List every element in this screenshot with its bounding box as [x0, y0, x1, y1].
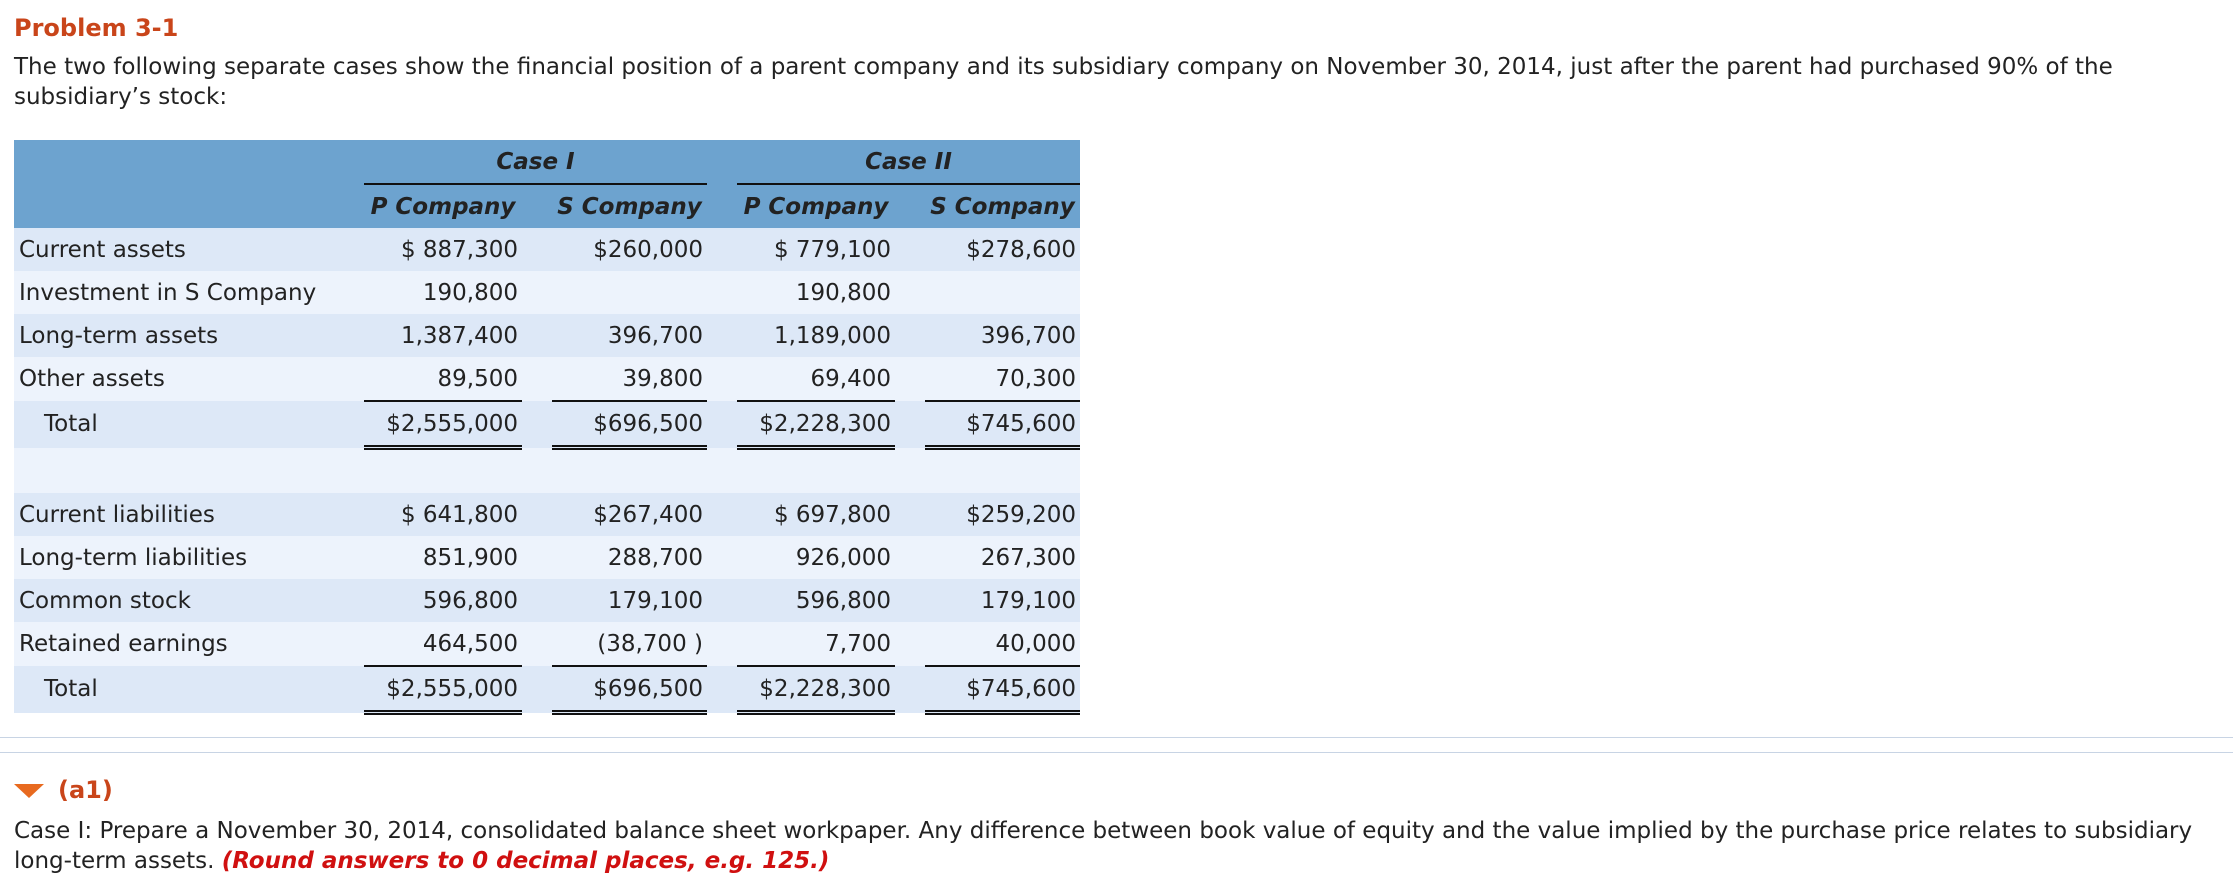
table-cell: 1,189,000	[773, 322, 891, 349]
table-cell: 926,000	[795, 544, 891, 571]
table-cell: $745,600	[925, 401, 1080, 448]
column-header: S Company	[925, 184, 1080, 228]
table-cell: 179,100	[607, 587, 703, 614]
table-cell: $260,000	[593, 236, 703, 263]
table-cell: 596,800	[795, 587, 891, 614]
problem-title: Problem 3-1	[14, 14, 179, 42]
case-2-header: Case II	[737, 140, 1080, 184]
row-label: Investment in S Company	[19, 279, 317, 306]
table-cell: $2,228,300	[737, 666, 895, 713]
row-label: Other assets	[19, 366, 165, 392]
table-cell: 851,900	[422, 544, 518, 571]
total-row	[14, 401, 1080, 448]
table-row	[14, 493, 1080, 536]
total-row	[14, 666, 1080, 713]
table-row	[14, 314, 1080, 357]
instruction-text: Case I: Prepare a November 30, 2014, consolidated balance sheet workpaper. Any difference between book value of equity and the value implied by the purchase price relates to subsidiary long-term assets.	[14, 818, 2193, 874]
column-header: S Company	[552, 184, 707, 228]
table-cell: $696,500	[552, 666, 707, 713]
row-label: Current assets	[19, 236, 186, 263]
table-cell	[925, 271, 1080, 314]
table-cell: $ 779,100	[773, 236, 891, 263]
table-cell: 7,700	[737, 622, 895, 666]
table-cell: 179,100	[980, 587, 1076, 614]
rounding-note: (Round answers to 0 decimal places, e.g. 125.)	[221, 848, 830, 874]
part-label: (a1)	[58, 776, 113, 804]
row-label: Total	[44, 411, 98, 438]
part-instruction	[14, 816, 2224, 876]
table-cell: 40,000	[925, 622, 1080, 666]
table-cell: $2,228,300	[737, 401, 895, 448]
table-cell: $2,555,000	[364, 401, 522, 448]
table-row	[14, 622, 1080, 666]
table-cell: $267,400	[593, 501, 703, 528]
table-row	[14, 579, 1080, 622]
table-cell: 464,500	[364, 622, 522, 666]
row-label: Long-term liabilities	[19, 544, 248, 571]
table-cell: 288,700	[607, 544, 703, 571]
table-cell: $ 641,800	[400, 501, 518, 528]
table-cell: $278,600	[966, 236, 1076, 263]
row-label: Retained earnings	[19, 631, 228, 657]
row-label: Common stock	[19, 587, 191, 614]
table-cell: $ 697,800	[773, 501, 891, 528]
table-row	[14, 536, 1080, 579]
column-header: P Company	[737, 184, 895, 228]
table-row	[14, 357, 1080, 401]
section-divider	[0, 737, 2233, 753]
financial-position-table	[14, 140, 1080, 715]
row-label: Long-term assets	[19, 322, 219, 349]
table-cell: 396,700	[980, 322, 1076, 349]
problem-intro: The two following separate cases show the financial position of a parent company and its subsidiary company on November 30, 2014, just after the parent had purchased 90% of the subsidiary’s stock:	[14, 54, 2113, 110]
table-cell: $ 887,300	[400, 236, 518, 263]
table-cell: 69,400	[737, 357, 895, 401]
spacer-row	[14, 448, 1080, 494]
table-cell: 70,300	[925, 357, 1080, 401]
table-cell: $259,200	[966, 501, 1076, 528]
table-cell: 267,300	[980, 544, 1076, 571]
table-cell: 596,800	[422, 587, 518, 614]
table-cell: (38,700 )	[552, 622, 707, 666]
table-cell: $2,555,000	[364, 666, 522, 713]
table-cell: 396,700	[607, 322, 703, 349]
table-cell: 190,800	[795, 279, 891, 306]
collapse-triangle-icon[interactable]	[14, 784, 44, 798]
table-cell: 89,500	[364, 357, 522, 401]
table-row	[14, 228, 1080, 271]
case-1-header: Case I	[364, 140, 707, 184]
table-cell: 190,800	[422, 279, 518, 306]
column-header: P Company	[364, 184, 522, 228]
row-label: Total	[44, 676, 98, 703]
table-cell: 1,387,400	[400, 322, 518, 349]
row-label: Current liabilities	[19, 501, 215, 528]
table-cell: $745,600	[925, 666, 1080, 713]
table-cell: $696,500	[552, 401, 707, 448]
part-a1-toggle[interactable]	[14, 776, 113, 804]
table-cell	[552, 271, 707, 314]
table-cell: 39,800	[552, 357, 707, 401]
table-row	[14, 271, 1080, 314]
